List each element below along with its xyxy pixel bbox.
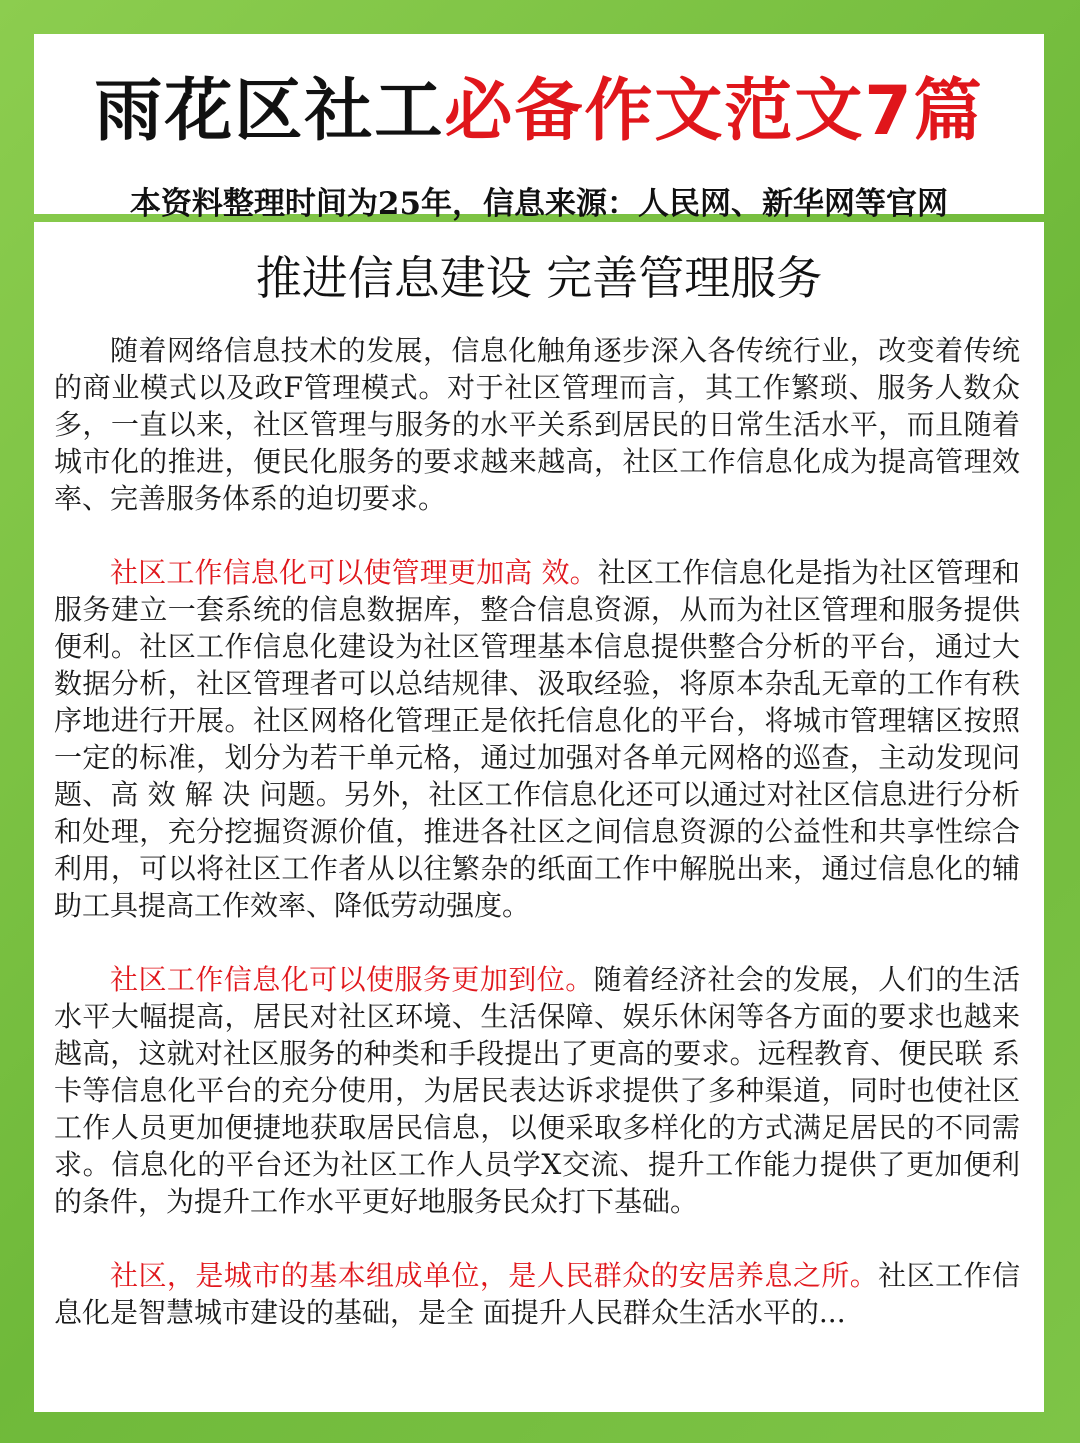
paragraph-2 — [54, 554, 1020, 924]
paragraph-lead: 社区工作信息化可以使服务更加到位。 — [110, 963, 594, 996]
article-body — [54, 332, 1020, 1331]
main-title-black: 雨花区社工 — [94, 72, 445, 151]
main-title-red: 必备作文范文7篇 — [444, 72, 984, 151]
paragraph-3 — [54, 961, 1020, 1220]
paragraph-1 — [54, 332, 1020, 517]
header-card — [34, 34, 1044, 222]
main-title — [34, 72, 1044, 152]
paragraph-text: 社区工作信息化是智慧城市建设的基础，是全 面提升人民群众生活水平的... — [54, 1259, 1020, 1329]
paragraph-text: 随着经济社会的发展，人们的生活水平大幅提高，居民对社区环境、生活保障、娱乐休闲等各方面的要求也越来越高，这就对社区服务的种类和手段提出了更高的要求。远程教育、便民联 系 卡等信息化平台的充分使用，为居民表达诉求提供了多种渠道，同时也使社区工作人员更加便捷地获取居民信息，以便采取多样化的方式满足居民的不同需求。信息化的平台还为社区工作人员学X交流、提升工作能力提供了更加便利的条件，为提升工作水平更好地服务民众打下基础。 — [54, 963, 1020, 1218]
paragraph-lead: 社区，是城市的基本组成单位，是人民群众的安居养息之所。 — [110, 1259, 879, 1292]
paragraph-text: 社区工作信息化是指为社区管理和服务建立一套系统的信息数据库，整合信息资源，从而为社区管理和服务提供便利。社区工作信息化建设为社区管理基本信息提供整合分析的平台，通过大数据分析，社区管理者可以总结规律、汲取经验，将原本杂乱无章的工作有秩序地进行开展。社区网格化管理正是依托信息化的平台，将城市管理辖区按照一定的标准，划分为若干单元格，通过加强对各单元网格的巡查，主动发现问题、高 效 解 决 问题。另外，社区工作信息化还可以通过对社区信息进行分析和处理，充分挖掘资源价值，推进各社区之间信息资源的公益性和共享性综合利用，可以将社区工作者从以往繁杂的纸面工作中解脱出来，通过信息化的辅助工具提高工作效率、降低劳动强度。 — [54, 556, 1020, 922]
subtitle: 本资料整理时间为25年，信息来源：人民网、新华网等官网 — [129, 186, 949, 222]
paragraph-lead: 社区工作信息化可以使管理更加高 效。 — [110, 556, 598, 589]
article-card — [34, 222, 1044, 1412]
paragraph-4 — [54, 1257, 1020, 1331]
paragraph-text: 随着网络信息技术的发展，信息化触角逐步深入各传统行业，改变着传统的商业模式以及政F管理模式。对于社区管理而言，其工作繁琐、服务人数众多，一直以来，社区管理与服务的水平关系到居民的日常生活水平，而且随着城市化的推进，便民化服务的要求越来越高，社区工作信息化成为提高管理效率、完善服务体系的迫切要求。 — [54, 334, 1020, 515]
article-title: 推进信息建设 完善管理服务 — [255, 251, 823, 305]
